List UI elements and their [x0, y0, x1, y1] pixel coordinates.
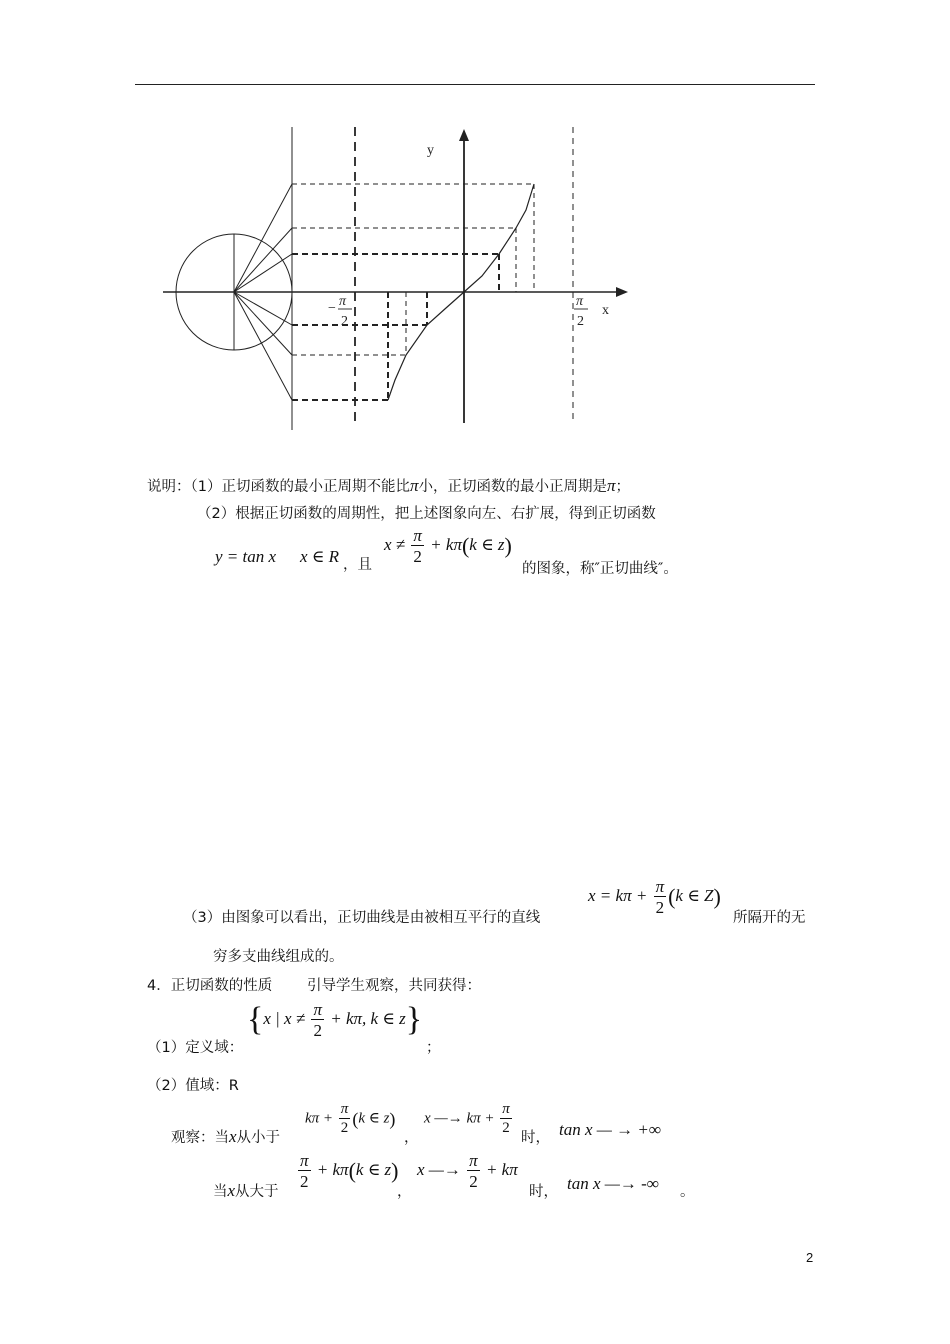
neg-half-pi-den: 2 — [341, 314, 348, 329]
note-lead: 说明： — [147, 479, 191, 495]
neg-half-pi-num: π — [339, 294, 347, 309]
pos-half-pi-den: 2 — [577, 314, 584, 329]
page-number: 2 — [806, 1250, 814, 1265]
asymptote-formula: x = kπ + $\frac{\pi}{2}$ (k ∈ Z) — [588, 877, 721, 917]
note-item1-end: ； — [615, 479, 631, 495]
projection-lines-thin — [292, 184, 534, 355]
neg-half-pi-sign: − — [328, 301, 336, 316]
note-pi-2: π — [607, 476, 616, 495]
formula-and: ，且 — [343, 557, 372, 573]
note-item2: （2）根据正切函数的周期性，把上述图象向左、右扩展，得到正切函数 — [197, 506, 656, 522]
observe1-arrow: x —→ kπ + $\frac{\pi}{2}$ — [424, 1101, 510, 1136]
tangent-construction-figure — [0, 0, 950, 440]
observe1-comma: ， — [404, 1130, 419, 1146]
section4-title: 4．正切函数的性质 — [147, 978, 273, 994]
note-item1: （1）正切函数的最小正周期不能比 — [190, 479, 410, 495]
x-axis-arrow — [616, 287, 628, 297]
note-line-1 — [147, 475, 630, 496]
asymptote-fraction: $\frac{\pi}{2}$ — [655, 877, 665, 917]
item3-text-cont: 穷多支曲线组成的。 — [213, 949, 344, 965]
item3-text-after: 所隔开的无 — [733, 910, 806, 926]
domain-set: {x | x ≠ $\frac{\pi}{2}$ + kπ, k ∈ z} — [247, 1000, 423, 1040]
range-label: （2）值域：R — [147, 1078, 239, 1094]
observe2-result: tan x —→ -∞ — [567, 1174, 659, 1193]
observe1-when: 时， — [521, 1130, 550, 1146]
note-item2-end: 的图象，称″正切曲线″。 — [522, 561, 678, 577]
observe2-lead: 当x从大于 — [213, 1181, 279, 1200]
observe2-end: 。 — [680, 1184, 695, 1200]
formula-domain: x ∈ R — [300, 547, 340, 566]
observe2-when: 时， — [529, 1184, 558, 1200]
formula-condition: x ≠ $\frac{\pi}{2}$ + kπ(k ∈ z) — [384, 526, 512, 566]
observe2-arrow: x —→ $\frac{\pi}{2}$ + kπ — [417, 1151, 518, 1191]
item3-text: （3）由图象可以看出，正切曲线是由被相互平行的直线 — [183, 910, 541, 926]
y-axis-label: y — [427, 143, 434, 158]
cond-fraction: $\frac{\pi}{2}$ — [413, 526, 422, 566]
observe2-comma: ， — [397, 1184, 412, 1200]
domain-label: （1）定义域： — [147, 1040, 244, 1056]
domain-end: ； — [426, 1040, 441, 1056]
tan-function-formula — [215, 547, 276, 567]
observe2-limit-point: $\frac{\pi}{2}$ + kπ(k ∈ z) — [300, 1151, 399, 1191]
domain-fraction: $\frac{\pi}{2}$ — [313, 1000, 322, 1040]
note-line-2 — [197, 502, 656, 523]
pos-half-pi-num: π — [576, 294, 584, 309]
x-axis-label: x — [602, 303, 609, 318]
observe1-lead: 观察：当x从小于 — [171, 1127, 281, 1146]
observe1-limit-point: kπ + $\frac{\pi}{2}$ (k ∈ z) — [305, 1101, 396, 1136]
y-axis-arrow — [459, 129, 469, 141]
note-pi-1: π — [409, 476, 419, 495]
note-item1-mid: 小，正切函数的最小正周期是 — [418, 479, 608, 495]
formula-y-tan: y = tan x — [215, 547, 277, 566]
section4-intro: 引导学生观察，共同获得： — [307, 978, 481, 994]
observe1-result: tan x — → +∞ — [559, 1120, 661, 1139]
